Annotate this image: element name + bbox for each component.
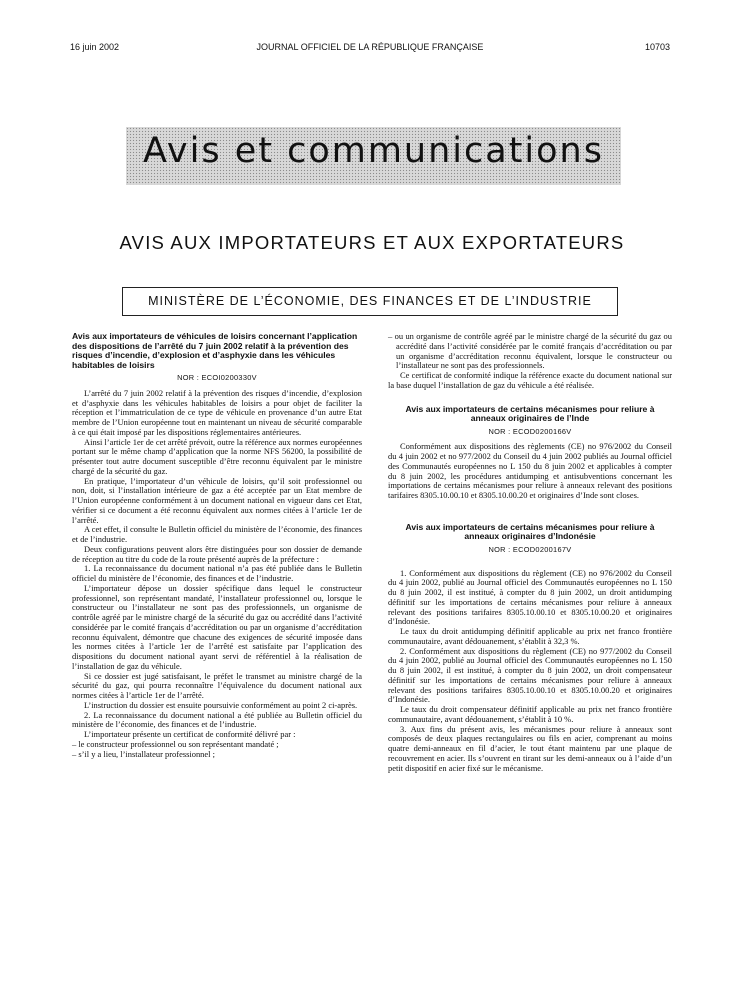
section-banner — [126, 127, 621, 185]
article1-paragraph: 2. La reconnaissance du document national a été publiée au Bulletin officiel du ministère de l’économie, des finances et de l’industrie. — [72, 709, 362, 730]
header-date: 16 juin 2002 — [70, 42, 120, 52]
article3-paragraph: 3. Aux fins du présent avis, les mécanismes pour reliure à anneaux sont composés de deux plaques rectangulaires ou fils en acier, comprenant au moins quatre demi-anneaux en fil d’acier, le tout étant maintenu par une plaque de recouvrement en acier. Ils s’ouvrent en tirant sur les demi-anneaux ou à l’aide d’un petit dispositif en acier fixé sur le mécanisme. — [388, 723, 672, 773]
article1-paragraph: A cet effet, il consulte le Bulletin officiel du ministère de l’économie, des finances et de l’industrie. — [72, 524, 362, 544]
article2-title: Avis aux importateurs de certains mécanismes pour reliure à anneaux originaires de l’Inde — [405, 403, 655, 423]
article1-nor: NOR : ECOI0200330V — [177, 373, 257, 382]
article1-paragraph: Ainsi l’article 1er de cet arrêté prévoit, outre la référence aux normes européennes portant sur le même champ d’application que la norme NFS 56200, la possibilité de présenter tout autre document susceptible d’être reconnu équivalent par le ministre chargé de la sécurité du gaz. — [72, 436, 362, 476]
article1-paragraph: En pratique, l’importateur d’un véhicule de loisirs, qu’il soit professionnel ou non, doit, si l’installation intérieure de gaz a été acceptée par un Etat membre de l’Union européenne conformément à un document national en vigueur dans cet Etat, vérifier si ce document a été reconnu équivalent aux normes citées à l’article 1er de l’arrêté. — [72, 475, 362, 525]
ministry-box: MINISTÈRE DE L’ÉCONOMIE, DES FINANCES ET DE L’INDUSTRIE — [122, 287, 618, 316]
right-column — [388, 332, 672, 773]
article1-paragraph: 1. La reconnaissance du document national n’a pas été publiée dans le Bulletin officiel du ministère de l’économie, des finances et de l’industrie. — [72, 563, 362, 583]
article1-paragraph: L’importateur présente un certificat de conformité délivré par : — [84, 729, 296, 739]
article1-paragraph: Si ce dossier est jugé satisfaisant, le préfet le transmet au ministre chargé de la sécurité du gaz, qui pourra reconnaître l’équivalence du document national aux normes citées à l’article 1er de l’arrêté. — [72, 670, 362, 700]
article3-nor: NOR : ECOD0200167V — [488, 544, 572, 554]
article1-list-item: – ou un organisme de contrôle agréé par le ministre chargé de la sécurité du gaz ou accrédité dans l’activité considérée par le comité français d’accréditation ou par un organisme d’accréditation reconnu équivalent, lorsque le constructeur ou l’installateur ne sont pas des professionnels. — [388, 331, 672, 371]
running-header — [70, 42, 670, 56]
left-column — [72, 332, 362, 759]
article1-paragraph: L’instruction du dossier est ensuite poursuivie conformément au point 2 ci-après. — [84, 699, 358, 710]
banner-title: Avis et communications — [143, 131, 604, 171]
article3-title: Avis aux importateurs de certains mécanismes pour reliure à anneaux originaires d’Indonésie — [405, 521, 655, 542]
article3-paragraph: Le taux du droit antidumping définitif applicable au prix net franco frontière communautaire, avant dédouanement, s’établit à 32,3 %. — [388, 626, 672, 646]
article1-paragraph: L’importateur dépose un dossier spécifique dans lequel le constructeur professionnel, son représentant mandaté, l’installateur professionnel ou, lorsque le constructeur ou l’installateur ne sont pas des professionnels, un organisme de contrôle agréé par le ministre chargé de la sécurité du gaz ou accrédité dans l’activité considérée par le comité français d’accréditation ou par un organisme d’accréditation reconnu équivalent, démontre que chacune des exigences de sécurité imposée dans les normes citées à l’article 1er de l’arrêté est satisfaite par l’application des dispositions du document national ayant servi de référentiel à la réalisation de l’installation de gaz du véhicule. — [72, 582, 362, 671]
section-title: AVIS AUX IMPORTATEURS ET AUX EXPORTATEURS — [119, 232, 625, 253]
article3-paragraph: 1. Conformément aux dispositions du règlement (CE) no 976/2002 du Conseil du 4 juin 2002, publié au Journal officiel des Communautés européennes no L 150 du 8 juin 2002, il est institué, à compter du 8 juin 2002, un droit antidumping définitif sur les importations de certains mécanismes pour reliure à anneaux relevant des positions tarifaires 8305.10.00.10 et 8305.10.00.20 et originaires d’Indonésie. — [388, 567, 672, 627]
article3-paragraph: Le taux du droit compensateur définitif applicable au prix net franco frontière communautaire, avant dédouanement, s’établit à 10 %. — [388, 704, 672, 724]
article2-nor: NOR : ECOD0200166V — [488, 426, 572, 436]
article1-paragraph: L’arrêté du 7 juin 2002 relatif à la prévention des risques d’incendie, d’explosion et d’asphyxie dans les véhicules habitables de loisirs a pour objet de faciliter la réception et l’immatriculation de ce type de véhicule en provenance d’un autre Etat membre de l’Union européenne tout en maintenant un niveau de sécurité comparable à ce qui était imposé par les dispositions réglementaires antérieures. — [72, 387, 362, 437]
article2-paragraph: Conformément aux dispositions des règlements (CE) no 976/2002 du Conseil du 4 juin 2002 et no 977/2002 du Conseil du 4 juin 2002 publiés au Journal officiel des Communautés européennes no L 150 du 8 juin 2002 et applicables à compter du 8 juin 2002, les procédures antidumping et antisubventions concernant les importations de certains mécanismes pour reliure à anneaux relevant des positions tarifaires 8305.10.00.10 et 8305.10.00.20 et originaires d’Inde sont closes. — [388, 441, 672, 500]
article3-paragraph: 2. Conformément aux dispositions du règlement (CE) no 977/2002 du Conseil du 4 juin 2002, publié au Journal officiel des Communautés européennes no L 150 du 8 juin 2002, il est institué, à compter du 8 juin 2002, un droit compensateur définitif sur les importations de certains mécanismes pour reliure à anneaux relevant des positions tarifaires 8305.10.00.10 et 8305.10.00.20 et originaires d’Indonésie. — [388, 645, 672, 705]
article1-closing: Ce certificat de conformité indique la référence exacte du document national sur la base duquel l’installation de gaz du véhicule a été réalisée. — [388, 370, 672, 390]
article1-list-item: – s’il y a lieu, l’installateur professionnel ; — [72, 748, 215, 759]
article1-list-item: – le constructeur professionnel ou son représentant mandaté ; — [72, 738, 279, 749]
header-page-number: 10703 — [644, 42, 670, 52]
header-journal-title: JOURNAL OFFICIEL DE LA RÉPUBLIQUE FRANÇAISE — [256, 42, 484, 52]
article1-title: Avis aux importateurs de véhicules de loisirs concernant l’application des dispositions de l’arrêté du 7 juin 2002 relatif à la prévention des risques d’incendie, d’explosion et d’asphyxie dans les véhicules habitables de loisirs — [72, 331, 358, 370]
article1-paragraph: Deux configurations peuvent alors être distinguées pour son dossier de demande de réception au titre du code de la route présenté auprès de la préfecture : — [72, 543, 362, 564]
